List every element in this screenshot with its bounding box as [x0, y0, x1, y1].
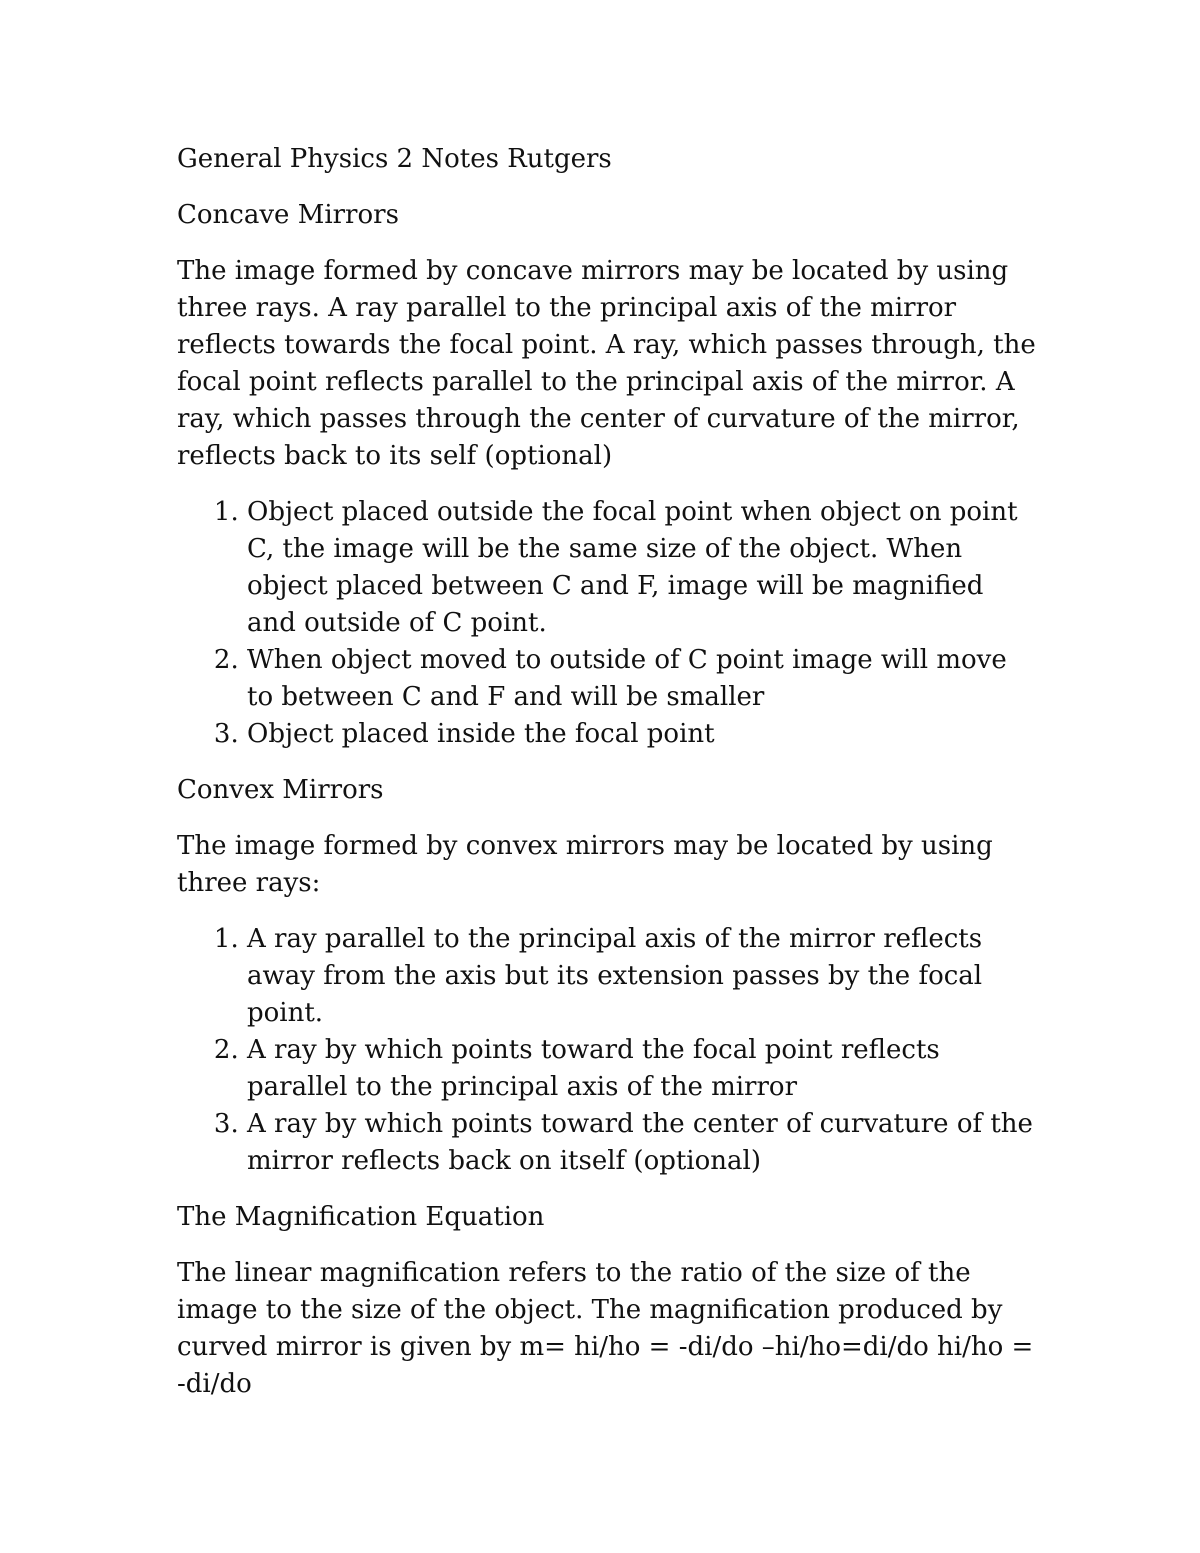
list-item: 3. A ray by which points toward the center of curvature of the mirror reflects back on itself (optional) — [247, 1106, 1037, 1180]
list-item: 1. A ray parallel to the principal axis of the mirror reflects away from the axis but its extension passes by the focal point. — [247, 921, 1037, 1032]
section-heading-magnification: The Magnification Equation — [177, 1202, 545, 1232]
section-heading-concave: Concave Mirrors — [177, 200, 399, 230]
document-title: General Physics 2 Notes Rutgers — [177, 144, 612, 174]
section-paragraph-concave: The image formed by concave mirrors may be located by using three rays. A ray parallel to the principal axis of the mirror reflects towards the focal point. A ray, which passes through, the focal point reflects parallel to the principal axis of the mirror. A ray, which passes through the center of curvature of the mirror, reflects back to its self (optional) — [177, 256, 1036, 471]
list-item: 2. A ray by which points toward the focal point reflects parallel to the principal axis of the mirror — [247, 1032, 1037, 1106]
section-heading-convex: Convex Mirrors — [177, 775, 384, 805]
numbered-list-convex — [177, 921, 1037, 1180]
section-paragraph-magnification: The linear magnification refers to the ratio of the size of the image to the size of the object. The magnification produced by curved mirror is given by m= hi/ho = -di/do –hi/ho=di/do hi/ho = -di/do — [177, 1258, 1034, 1399]
numbered-list-concave — [177, 494, 1037, 753]
section-paragraph-convex: The image formed by convex mirrors may be located by using three rays: — [177, 831, 993, 898]
list-item: 2. When object moved to outside of C point image will move to between C and F and will be smaller — [247, 642, 1037, 716]
list-item: 1. Object placed outside the focal point when object on point C, the image will be the same size of the object. When object placed between C and F, image will be magnified and outside of C point. — [247, 494, 1037, 642]
list-item: 3. Object placed inside the focal point — [247, 716, 1037, 753]
document-body — [177, 141, 1037, 1422]
